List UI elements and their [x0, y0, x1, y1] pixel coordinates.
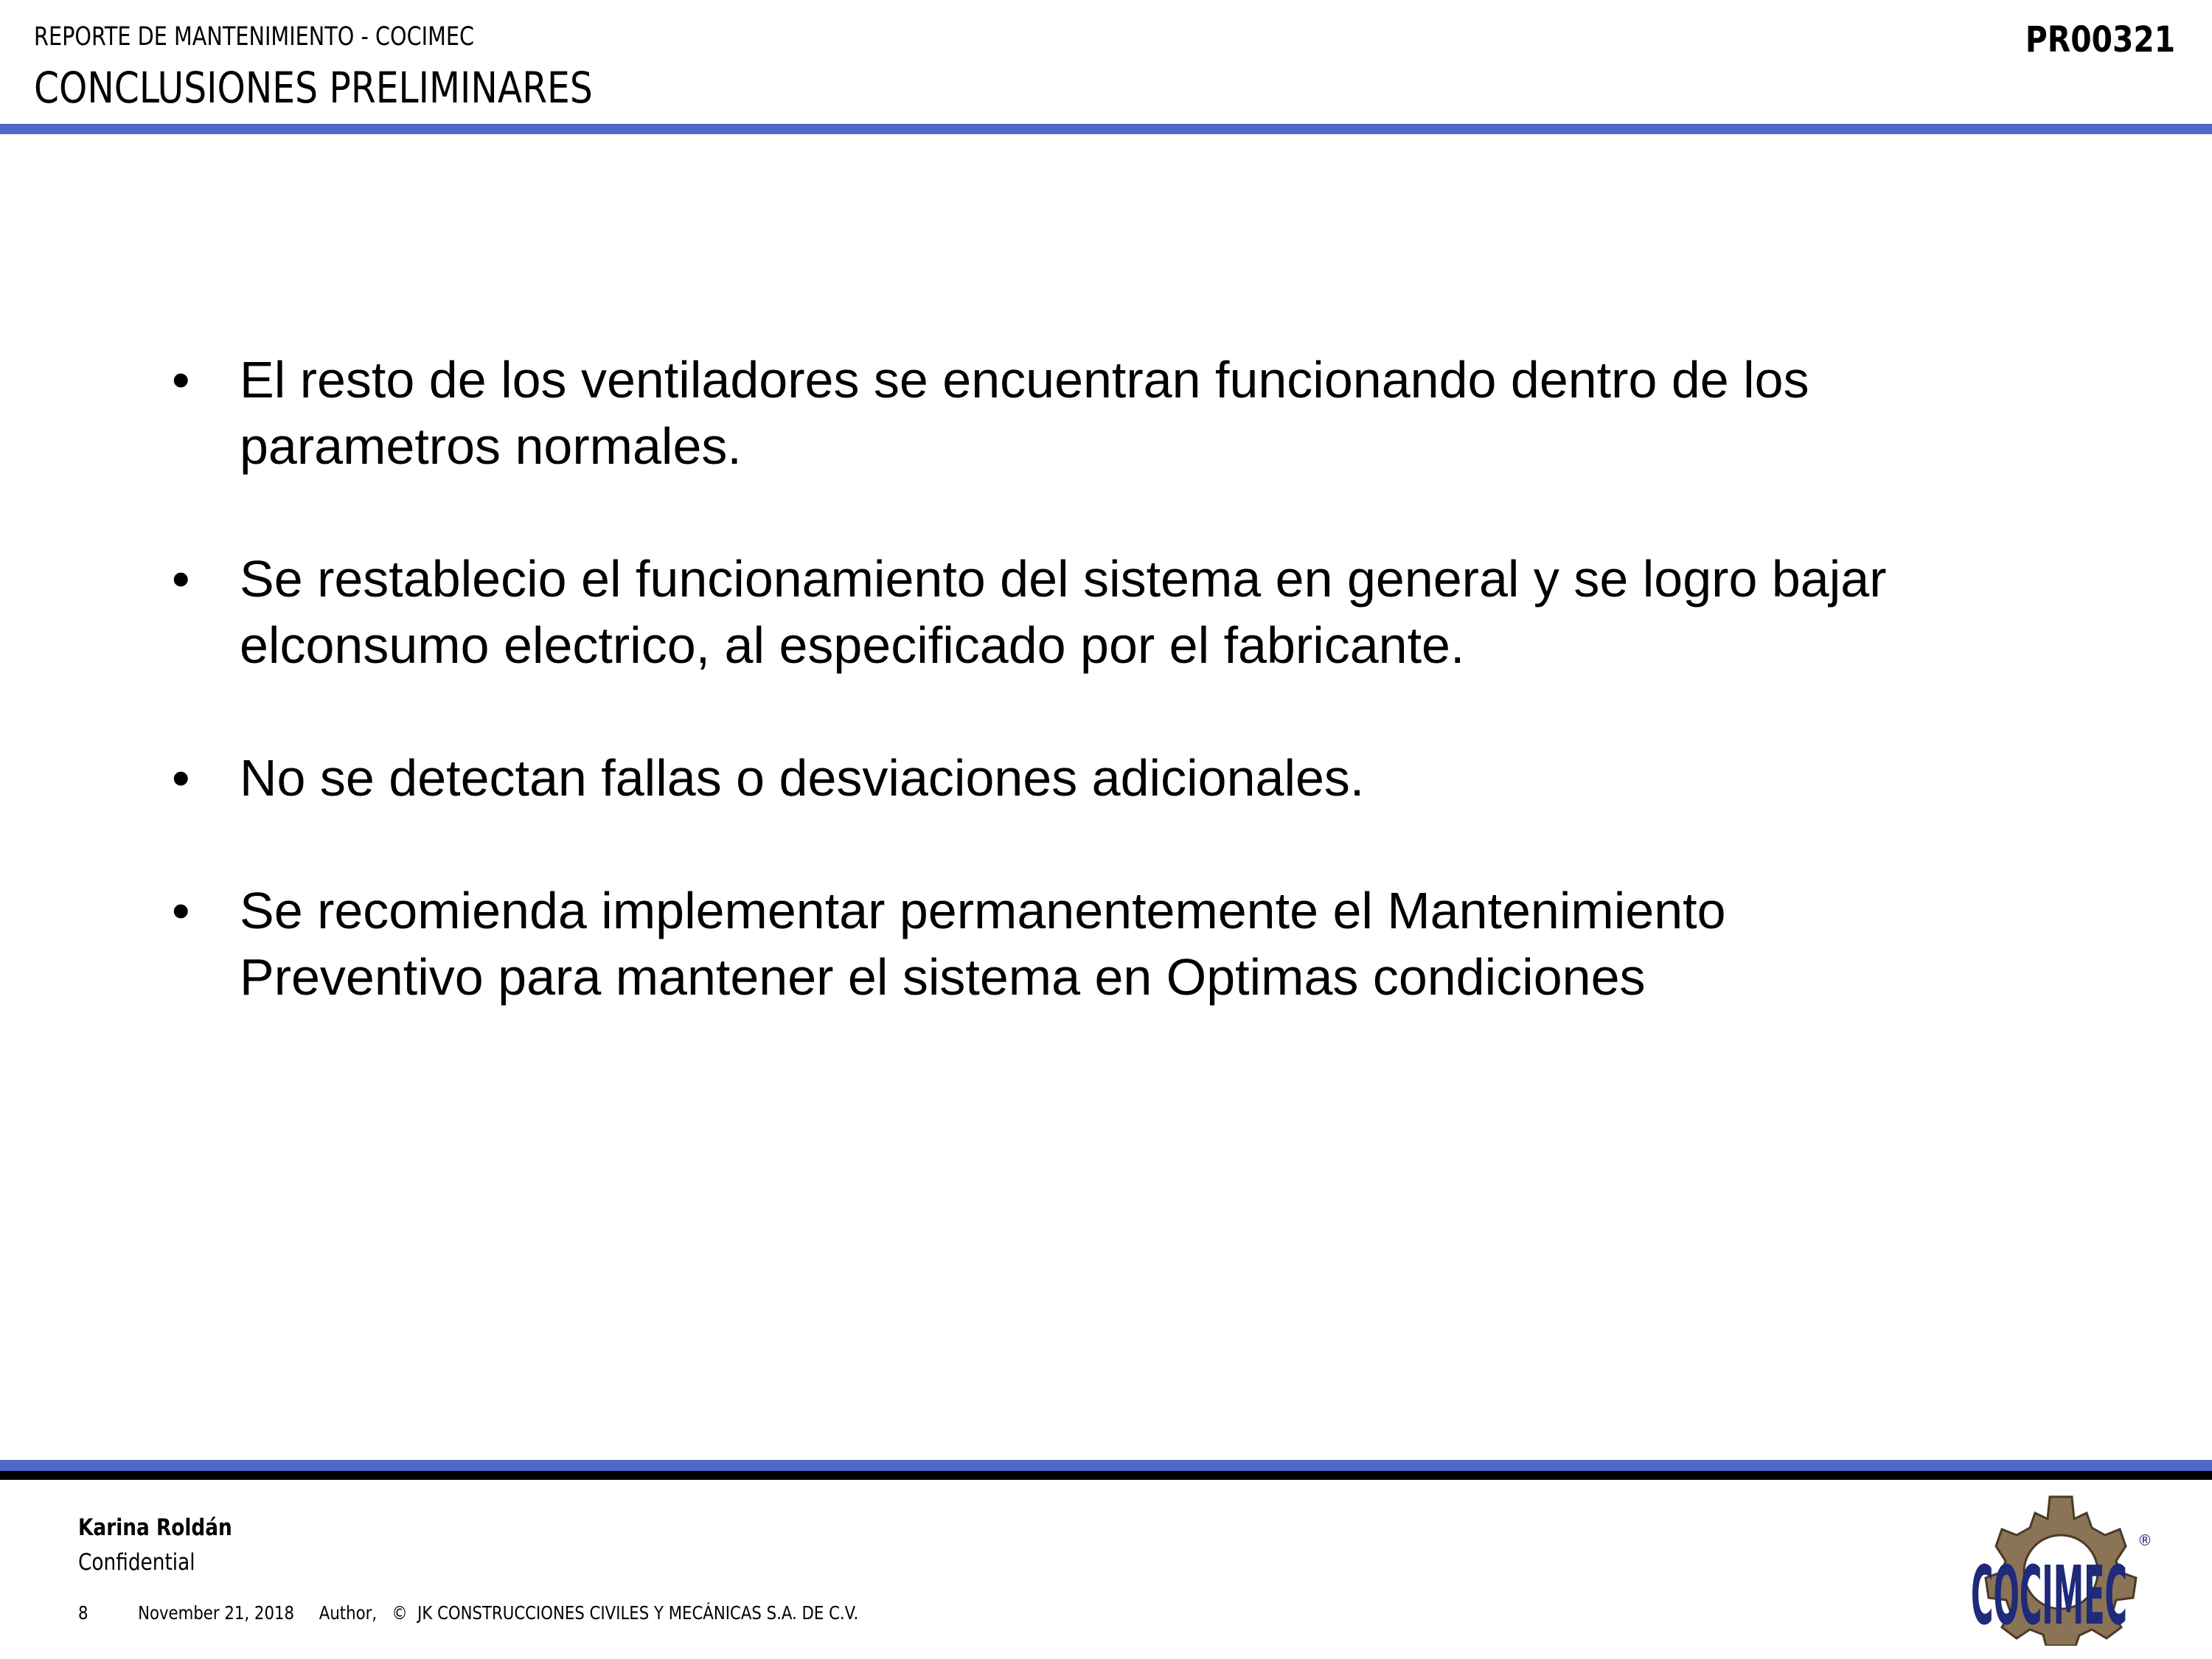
- list-item: [172, 546, 2031, 678]
- list-item: [172, 745, 2031, 811]
- footer-date: November 21, 2018: [138, 1602, 295, 1624]
- bullet-text: Se recomienda implementar permanentemente el Mantenimiento Preventivo para mantener el sistema en Optimas condiciones: [240, 882, 1726, 1006]
- registered-mark: ®: [2138, 1531, 2152, 1549]
- author-label: Author,: [319, 1602, 378, 1624]
- bullet-icon: •: [172, 351, 190, 408]
- footer-line: [78, 1602, 858, 1624]
- footer-divider-black: [0, 1471, 2212, 1480]
- bullet-text: Se restablecio el funcionamiento del sistema en general y se logro bajar elconsumo electrico, al especificado por el fabricante.: [240, 550, 1887, 674]
- confidential-label: Confidential: [78, 1549, 195, 1576]
- footer-divider-blue: [0, 1460, 2212, 1471]
- conclusions-list: [172, 347, 2089, 1077]
- author-name: Karina Roldán: [78, 1514, 232, 1541]
- bullet-text: El resto de los ventiladores se encuentran funcionando dentro de los parametros normales.: [240, 351, 1809, 475]
- bullet-icon: •: [172, 550, 190, 608]
- list-item: [172, 347, 1832, 479]
- document-code: PR00321: [2025, 19, 2175, 60]
- page-number: 8: [78, 1602, 88, 1624]
- cocimec-logo: [1965, 1491, 2157, 1646]
- report-subtitle: REPORTE DE MANTENIMIENTO - COCIMEC: [34, 22, 475, 52]
- logo-text: COCIMEC: [1971, 1548, 2127, 1643]
- bullet-icon: •: [172, 749, 190, 807]
- bullet-icon: •: [172, 882, 190, 939]
- header-divider: [0, 124, 2212, 134]
- bullet-text: No se detectan fallas o desviaciones adicionales.: [240, 749, 1365, 807]
- page-title: CONCLUSIONES PRELIMINARES: [34, 63, 593, 113]
- copyright: © JK CONSTRUCCIONES CIVILES Y MECÁNICAS S.A. DE C.V.: [392, 1602, 859, 1624]
- list-item: [172, 877, 1891, 1010]
